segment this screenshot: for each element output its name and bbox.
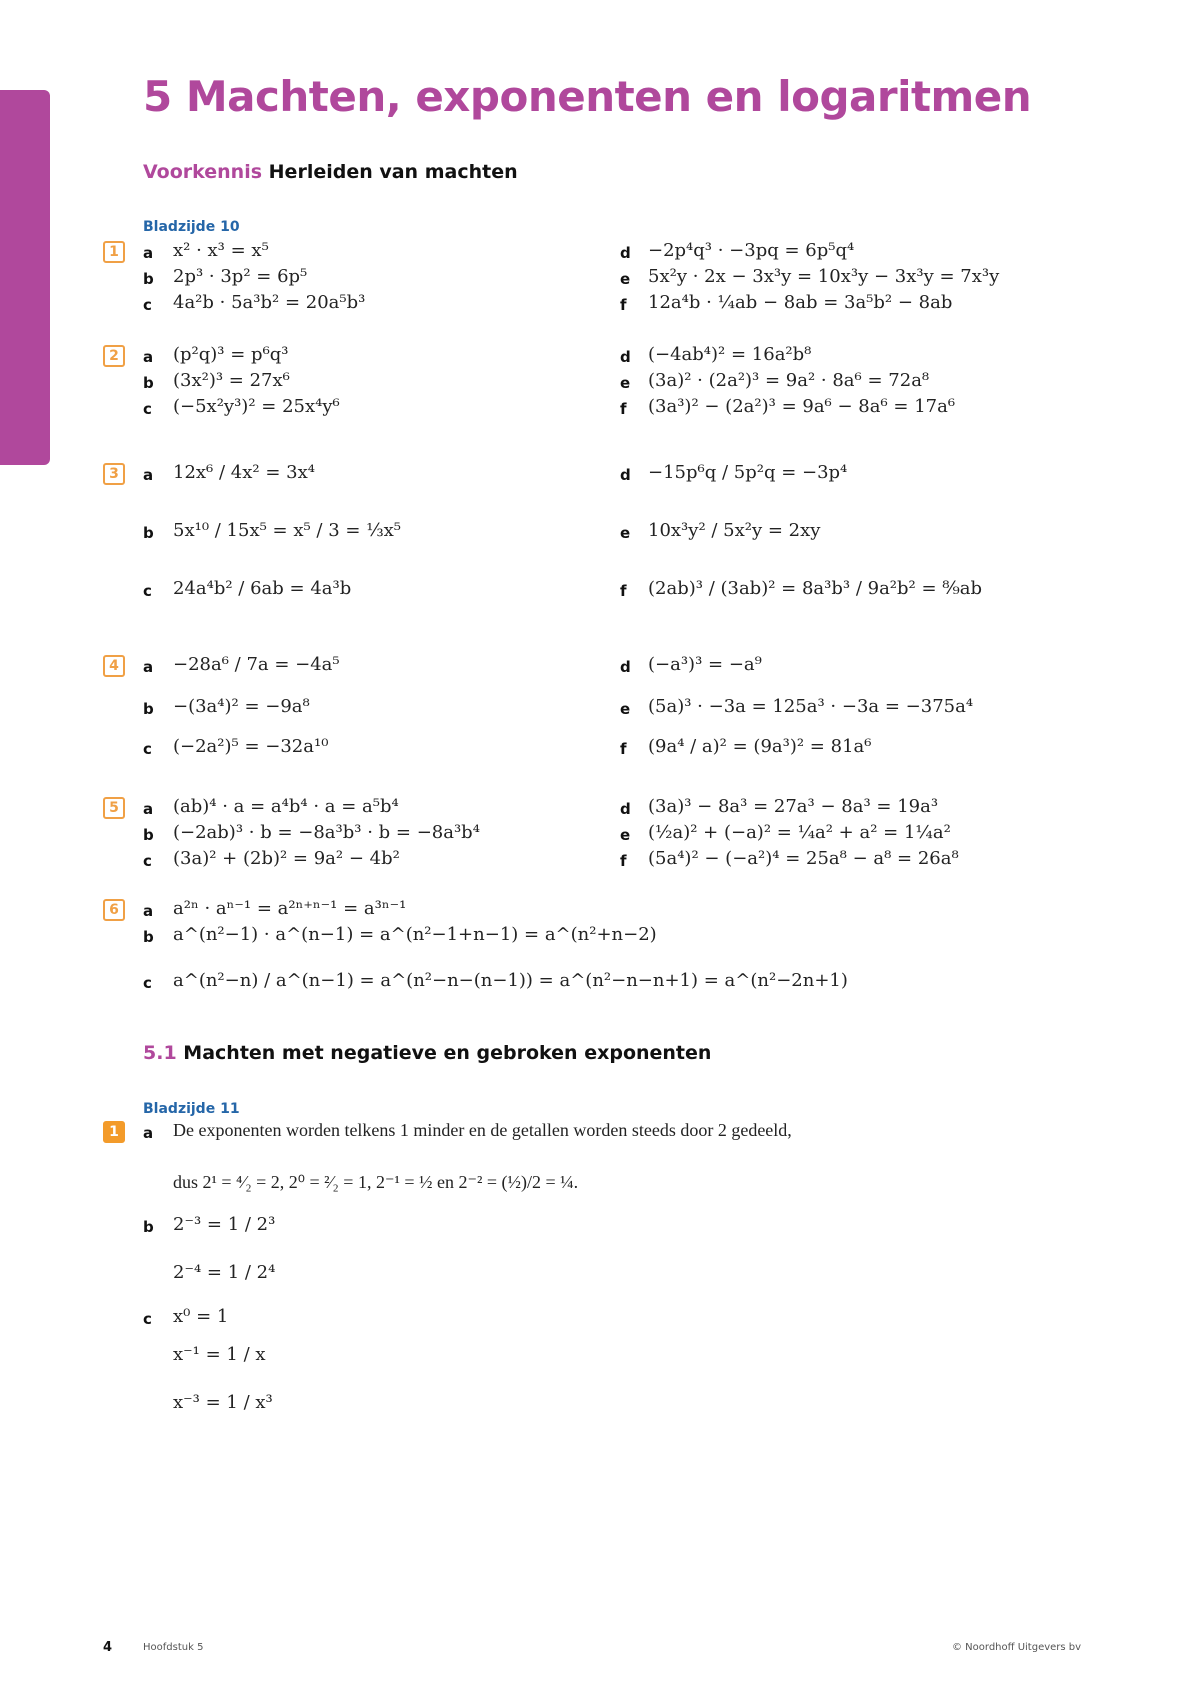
item-letter: f: [620, 582, 627, 600]
answer: (9a⁴ / a)² = (9a³)² = 81a⁶: [648, 736, 872, 757]
item-letter: d: [620, 466, 631, 484]
section-title: Machten met negatieve en gebroken exponenten: [183, 1042, 712, 1064]
page-ref-11: Bladzijde 11: [143, 1101, 240, 1117]
item-letter: d: [620, 800, 631, 818]
item-letter: c: [143, 582, 152, 600]
item-letter: b: [143, 524, 154, 542]
answer: (−2ab)³ · b = −8a³b³ · b = −8a³b⁴: [173, 822, 480, 843]
answer: (2ab)³ / (3ab)² = 8a³b³ / 9a²b² = ⁸⁄₉ab: [648, 578, 982, 599]
item-letter: c: [143, 296, 152, 314]
item-letter: d: [620, 348, 631, 366]
item-letter: b: [143, 374, 154, 392]
answer: x⁻³ = 1 / x³: [173, 1392, 273, 1413]
item-letter: e: [620, 270, 631, 288]
answer: a²ⁿ · aⁿ⁻¹ = a²ⁿ⁺ⁿ⁻¹ = a³ⁿ⁻¹: [173, 898, 407, 919]
item-letter: c: [143, 740, 152, 758]
exercise-number: 3: [103, 463, 125, 485]
item-letter: f: [620, 400, 627, 418]
answer: (3a)² + (2b)² = 9a² − 4b²: [173, 848, 400, 869]
answer: 5x²y · 2x − 3x³y = 10x³y − 3x³y = 7x³y: [648, 266, 1000, 287]
item-letter: a: [143, 658, 154, 676]
answer: (p²q)³ = p⁶q³: [173, 344, 289, 365]
answer-text: dus 2¹ = ⁴⁄₂ = 2, 2⁰ = ²⁄₂ = 1, 2⁻¹ = ½ en 2⁻² = (½)/2 = ¼.: [173, 1172, 579, 1192]
item-letter: a: [143, 244, 154, 262]
exercise-number: 1: [103, 1121, 125, 1143]
answer: −(3a⁴)² = −9a⁸: [173, 696, 310, 717]
answer: −28a⁶ / 7a = −4a⁵: [173, 654, 340, 675]
item-letter: c: [143, 1310, 152, 1328]
item-letter: b: [143, 700, 154, 718]
answer: −15p⁶q / 5p²q = −3p⁴: [648, 462, 848, 483]
answer: (5a)³ · −3a = 125a³ · −3a = −375a⁴: [648, 696, 974, 717]
item-letter: c: [143, 852, 152, 870]
answer: (5a⁴)² − (−a²)⁴ = 25a⁸ − a⁸ = 26a⁸: [648, 848, 959, 869]
answer: 2⁻³ = 1 / 2³: [173, 1214, 276, 1235]
item-letter: e: [620, 524, 631, 542]
answer-text: De exponenten worden telkens 1 minder en de getallen worden steeds door 2 gedeeld,: [173, 1120, 792, 1140]
answer: 5x¹⁰ / 15x⁵ = x⁵ / 3 = ⅓x⁵: [173, 520, 402, 541]
item-letter: b: [143, 1218, 154, 1236]
item-letter: b: [143, 928, 154, 946]
item-letter: d: [620, 244, 631, 262]
page-number: 4: [103, 1640, 113, 1655]
item-letter: a: [143, 466, 154, 484]
answer: (−a³)³ = −a⁹: [648, 654, 762, 675]
answer: a^(n²−n) / a^(n−1) = a^(n²−n−(n−1)) = a^(n²−n−n+1) = a^(n²−2n+1): [173, 970, 848, 991]
section-prefix: Voorkennis: [143, 161, 263, 183]
answer: 10x³y² / 5x²y = 2xy: [648, 520, 821, 541]
exercise-number: 5: [103, 797, 125, 819]
item-letter: c: [143, 974, 152, 992]
answer: (−2a²)⁵ = −32a¹⁰: [173, 736, 329, 757]
chapter-side-tab: [0, 90, 50, 465]
answer: (½a)² + (−a)² = ¼a² + a² = 1¼a²: [648, 822, 951, 843]
answer: x⁻¹ = 1 / x: [173, 1344, 266, 1365]
exercise-number: 4: [103, 655, 125, 677]
answer: 24a⁴b² / 6ab = 4a³b: [173, 578, 352, 599]
item-letter: e: [620, 700, 631, 718]
footer-publisher: © Noordhoff Uitgevers bv: [952, 1642, 1082, 1653]
item-letter: a: [143, 800, 154, 818]
answer: (ab)⁴ · a = a⁴b⁴ · a = a⁵b⁴: [173, 796, 399, 817]
item-letter: a: [143, 902, 154, 920]
answer: (−5x²y³)² = 25x⁴y⁶: [173, 396, 340, 417]
section-heading-5-1: [143, 1042, 711, 1064]
answer: x⁰ = 1: [173, 1306, 229, 1327]
answer: (3a³)² − (2a²)³ = 9a⁶ − 8a⁶ = 17a⁶: [648, 396, 956, 417]
item-letter: f: [620, 852, 627, 870]
page-title: 5 Machten, exponenten en logaritmen: [143, 72, 1032, 121]
answer: 2⁻⁴ = 1 / 2⁴: [173, 1262, 276, 1283]
item-letter: d: [620, 658, 631, 676]
item-letter: e: [620, 374, 631, 392]
exercise-number: 2: [103, 345, 125, 367]
answer: 2p³ · 3p² = 6p⁵: [173, 266, 308, 287]
item-letter: c: [143, 400, 152, 418]
answer: (−4ab⁴)² = 16a²b⁸: [648, 344, 812, 365]
section-prefix: 5.1: [143, 1042, 177, 1064]
item-letter: b: [143, 270, 154, 288]
item-letter: f: [620, 740, 627, 758]
section-heading-voorkennis: [143, 161, 518, 183]
answer: x² · x³ = x⁵: [173, 240, 269, 261]
section-title: Herleiden van machten: [268, 161, 518, 183]
answer: 4a²b · 5a³b² = 20a⁵b³: [173, 292, 366, 313]
answer: 12x⁶ / 4x² = 3x⁴: [173, 462, 315, 483]
answer: (3a)² · (2a²)³ = 9a² · 8a⁶ = 72a⁸: [648, 370, 930, 391]
item-letter: a: [143, 1124, 154, 1142]
footer-book: Hoofdstuk 5: [143, 1642, 204, 1653]
answer: (3x²)³ = 27x⁶: [173, 370, 290, 391]
exercise-number: 1: [103, 241, 125, 263]
item-letter: b: [143, 826, 154, 844]
item-letter: a: [143, 348, 154, 366]
answer: −2p⁴q³ · −3pq = 6p⁵q⁴: [648, 240, 855, 261]
page-ref-10: Bladzijde 10: [143, 219, 240, 235]
answer: 12a⁴b · ¼ab − 8ab = 3a⁵b² − 8ab: [648, 292, 953, 313]
item-letter: e: [620, 826, 631, 844]
exercise-number: 6: [103, 899, 125, 921]
answer: a^(n²−1) · a^(n−1) = a^(n²−1+n−1) = a^(n²+n−2): [173, 924, 657, 945]
item-letter: f: [620, 296, 627, 314]
answer: (3a)³ − 8a³ = 27a³ − 8a³ = 19a³: [648, 796, 939, 817]
